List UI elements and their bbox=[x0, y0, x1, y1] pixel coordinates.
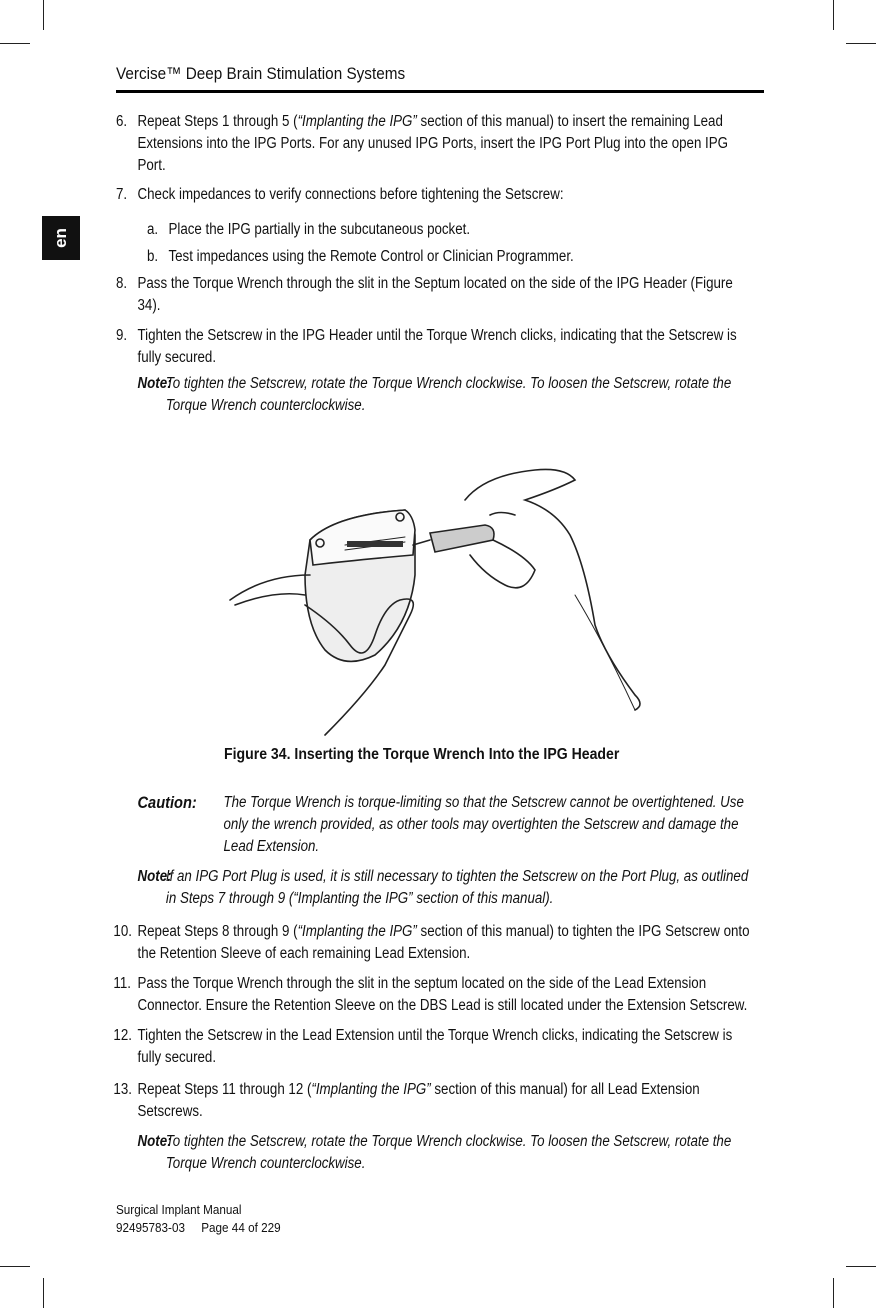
page-footer bbox=[116, 1201, 281, 1237]
crop-mark bbox=[43, 1278, 44, 1308]
step-text: Check impedances to verify connections before tightening the Setscrew: bbox=[137, 186, 564, 203]
caution bbox=[116, 792, 759, 858]
section-reference: “Implanting the IPG” bbox=[297, 113, 417, 130]
step-11 bbox=[113, 973, 759, 1017]
step-text: Repeat Steps 1 through 5 ( bbox=[137, 113, 298, 130]
crop-mark bbox=[43, 0, 44, 30]
step-number: 10. bbox=[113, 923, 132, 940]
step-9 bbox=[116, 325, 759, 369]
note-text: To tighten the Setscrew, rotate the Torque Wrench clockwise. To loosen the Setscrew, rotate the Torque Wrench counterclockwise. bbox=[165, 1133, 732, 1172]
note bbox=[116, 1131, 759, 1175]
step-13 bbox=[113, 1079, 759, 1123]
document-number: 92495783-03 bbox=[116, 1220, 185, 1235]
step-12 bbox=[113, 1025, 759, 1069]
step-10 bbox=[113, 921, 759, 965]
step-text: section of this manual) to insert the remaining Lead Extensions into the IPG Ports. For any unused IPG Ports, insert the IPG Port Plug into the open IPG Port. bbox=[137, 113, 729, 174]
crop-mark bbox=[846, 43, 876, 44]
crop-mark bbox=[0, 1266, 30, 1267]
note-label: Note: bbox=[137, 375, 172, 392]
section-reference: “Implanting the IPG” bbox=[297, 923, 417, 940]
step-8 bbox=[116, 273, 759, 317]
language-label: en bbox=[51, 228, 70, 248]
step-number: 8. bbox=[116, 275, 128, 292]
page-number: Page 44 of 229 bbox=[201, 1220, 281, 1235]
step-number: b. bbox=[146, 248, 159, 265]
torque-wrench bbox=[413, 525, 494, 552]
note bbox=[116, 373, 759, 417]
step-number: 9. bbox=[116, 327, 128, 344]
note-label: Note: bbox=[137, 1133, 172, 1150]
step-number: 12. bbox=[113, 1027, 132, 1044]
crop-mark bbox=[0, 43, 30, 44]
step-text: section of this manual) to tighten the IPG Setscrew onto the Retention Sleeve of each remaining Lead Extension. bbox=[137, 923, 750, 962]
running-header: Vercise™ Deep Brain Stimulation Systems bbox=[116, 64, 406, 83]
step-text: Pass the Torque Wrench through the slit in the Septum located on the side of the IPG Header (Figure 34). bbox=[137, 275, 733, 314]
step-7 bbox=[116, 184, 759, 206]
figure-caption: Figure 34. Inserting the Torque Wrench Into the IPG Header bbox=[224, 746, 620, 763]
caution-text: The Torque Wrench is torque-limiting so that the Setscrew cannot be overtightened. Use only the wrench provided, as other tools may overtighten the Setscrew and damage the Lead Extension. bbox=[223, 794, 744, 855]
step-text: Place the IPG partially in the subcutaneous pocket. bbox=[168, 221, 471, 238]
caution-label: Caution: bbox=[137, 793, 197, 812]
steps-top bbox=[116, 111, 759, 417]
step-text: Tighten the Setscrew in the IPG Header until the Torque Wrench clicks, indicating that the Setscrew is fully secured. bbox=[137, 327, 737, 366]
crop-mark bbox=[846, 1266, 876, 1267]
step-number: 11. bbox=[113, 975, 131, 992]
step-text: Tighten the Setscrew in the Lead Extension until the Torque Wrench clicks, indicating the Setscrew is fully secured. bbox=[137, 1027, 733, 1066]
manual-title: Surgical Implant Manual bbox=[116, 1202, 242, 1217]
note-text: To tighten the Setscrew, rotate the Torque Wrench clockwise. To loosen the Setscrew, rotate the Torque Wrench counterclockwise. bbox=[165, 375, 732, 414]
step-7a bbox=[116, 219, 759, 241]
step-text: Repeat Steps 8 through 9 ( bbox=[137, 923, 298, 940]
note-label: Note: bbox=[137, 868, 172, 885]
figure-illustration bbox=[225, 455, 645, 740]
section-reference: “Implanting the IPG” bbox=[311, 1081, 431, 1098]
step-text: Repeat Steps 11 through 12 ( bbox=[137, 1081, 312, 1098]
step-6 bbox=[116, 111, 759, 177]
steps-bottom bbox=[113, 792, 759, 1175]
step-number: 7. bbox=[116, 186, 128, 203]
step-number: a. bbox=[146, 221, 159, 238]
step-7b bbox=[116, 246, 759, 268]
step-text: section of this manual) for all Lead Extension Setscrews. bbox=[137, 1081, 700, 1120]
language-tab bbox=[42, 216, 80, 260]
crop-mark bbox=[833, 0, 834, 30]
note-text: If an IPG Port Plug is used, it is still necessary to tighten the Setscrew on the Port Plug, as outlined in Steps 7 through 9 (“Implanting the IPG” section of this manual). bbox=[165, 868, 749, 907]
hands bbox=[230, 469, 640, 735]
step-number: 6. bbox=[116, 113, 128, 130]
step-text: Test impedances using the Remote Control or Clinician Programmer. bbox=[168, 248, 574, 265]
step-number: 13. bbox=[113, 1081, 132, 1098]
note bbox=[116, 866, 759, 910]
header-rule bbox=[116, 90, 764, 93]
step-text: Pass the Torque Wrench through the slit in the septum located on the side of the Lead Extension Connector. Ensure the Retention Sleeve on the DBS Lead is still located under the Extension Setscrew. bbox=[137, 975, 748, 1014]
crop-mark bbox=[833, 1278, 834, 1308]
